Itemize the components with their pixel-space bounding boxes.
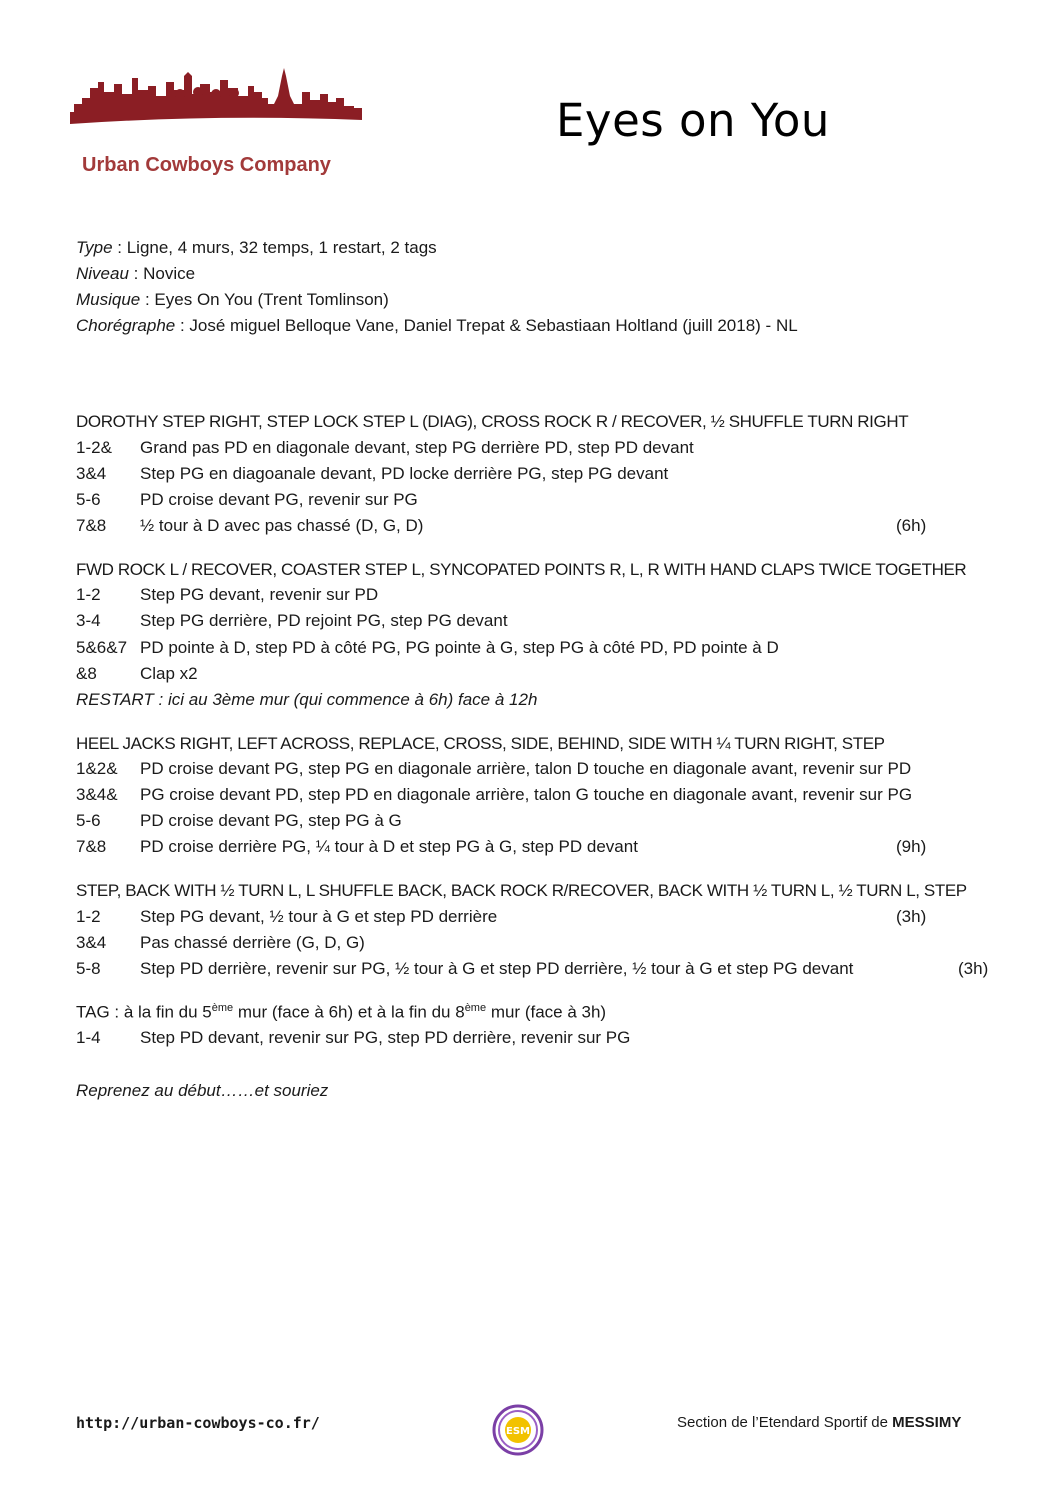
footer-website-link[interactable]: http://urban-cowboys-co.fr/ xyxy=(76,1414,320,1432)
tag-sup-a: ème xyxy=(211,1002,234,1014)
step-row xyxy=(76,933,1006,955)
step-count: 5-8 xyxy=(76,959,101,978)
meta-type xyxy=(76,238,437,258)
step-desc: Step PD devant, revenir sur PG, step PD derrière, revenir sur PG xyxy=(140,1028,631,1047)
step-count: 1-2 xyxy=(76,907,101,926)
esm-logo xyxy=(490,1402,546,1458)
meta-level-value: : Novice xyxy=(128,264,196,283)
step-count: &8 xyxy=(76,664,97,683)
meta-music-label: Musique xyxy=(76,290,141,309)
step-desc: ½ tour à D avec pas chassé (D, G, D) xyxy=(140,516,424,535)
meta-music xyxy=(76,290,389,310)
restart-note: RESTART : ici au 3ème mur (qui commence à 6h) face à 12h xyxy=(76,690,538,709)
step-count: 3-4 xyxy=(76,611,101,630)
tag-text-c: mur (face à 3h) xyxy=(486,1002,607,1022)
step-count: 5&6&7 xyxy=(76,638,128,657)
step-desc: Clap x2 xyxy=(140,664,198,683)
step-desc: Step PG devant, revenir sur PD xyxy=(140,585,379,604)
step-row xyxy=(76,464,1006,486)
step-row xyxy=(76,785,1006,807)
step-count: 3&4 xyxy=(76,933,107,952)
closing-note: Reprenez au début……et souriez xyxy=(76,1081,329,1100)
footer-credit-prefix: Section de l’Etendard Sportif de xyxy=(677,1414,893,1431)
step-row xyxy=(76,638,1006,660)
section-2-title: FWD ROCK L / RECOVER, COASTER STEP L, SYNCOPATED POINTS R, L, R WITH HAND CLAPS TWICE TOGETHER xyxy=(76,560,967,579)
step-count: 1&2& xyxy=(76,759,118,778)
meta-type-label: Type xyxy=(76,238,113,257)
tag-text-b: mur (face à 6h) et à la fin du 8 xyxy=(233,1002,465,1022)
meta-level-label: Niveau xyxy=(76,264,129,283)
step-direction: (3h) xyxy=(958,959,989,978)
urban-cowboys-skyline-logo xyxy=(70,68,362,132)
step-desc: PD croise devant PG, revenir sur PG xyxy=(140,490,418,509)
step-row xyxy=(76,438,1006,460)
step-desc: PD croise derrière PG, ¼ tour à D et step PG à G, step PD devant xyxy=(140,837,638,856)
step-count: 1-2& xyxy=(76,438,112,457)
brand-name: Urban Cowboys Company xyxy=(82,154,331,176)
step-row xyxy=(76,907,1006,929)
step-desc: Step PG devant, ½ tour à G et step PD derrière xyxy=(140,907,498,926)
step-row xyxy=(76,611,1006,633)
step-desc: Step PD derrière, revenir sur PG, ½ tour à G et step PD derrière, ½ tour à G et step PG devant xyxy=(140,959,854,978)
section-4-title: STEP, BACK WITH ½ TURN L, L SHUFFLE BACK, BACK ROCK R/RECOVER, BACK WITH ½ TURN L, ½ TURN L, STEP xyxy=(76,881,967,900)
tag-text-a: : à la fin du 5 xyxy=(109,1002,212,1022)
step-count: 3&4& xyxy=(76,785,118,804)
step-desc: Grand pas PD en diagonale devant, step PG derrière PD, step PD devant xyxy=(140,438,694,457)
step-desc: Step PG derrière, PD rejoint PG, step PG devant xyxy=(140,611,508,630)
step-row xyxy=(76,490,1006,512)
step-direction: (6h) xyxy=(896,516,927,535)
step-row xyxy=(76,959,1006,981)
section-3-title: HEEL JACKS RIGHT, LEFT ACROSS, REPLACE, CROSS, SIDE, BEHIND, SIDE WITH ¼ TURN RIGHT, STEP xyxy=(76,734,885,753)
step-count: 5-6 xyxy=(76,811,101,830)
step-row xyxy=(76,585,1006,607)
step-count: 5-6 xyxy=(76,490,101,509)
step-count: 7&8 xyxy=(76,516,107,535)
meta-choreo-value: : José miguel Belloque Vane, Daniel Trepat & Sebastiaan Holtland (juill 2018) - NL xyxy=(175,316,798,335)
tag-line xyxy=(76,1002,606,1023)
step-count: 7&8 xyxy=(76,837,107,856)
meta-choreographer xyxy=(76,316,798,336)
step-count: 1-4 xyxy=(76,1028,101,1047)
step-desc: PD croise devant PG, step PG à G xyxy=(140,811,402,830)
footer-credit-town: MESSIMY xyxy=(892,1414,962,1431)
step-row xyxy=(76,516,1006,538)
step-direction: (3h) xyxy=(896,907,927,926)
step-row xyxy=(76,664,1006,686)
step-desc: Pas chassé derrière (G, D, G) xyxy=(140,933,365,952)
footer-section-credit xyxy=(677,1414,961,1431)
meta-level xyxy=(76,264,195,284)
step-row xyxy=(76,759,1006,781)
step-count: 3&4 xyxy=(76,464,107,483)
tag-step-row xyxy=(76,1028,1006,1050)
esm-logo-text: ESM xyxy=(506,1426,530,1437)
step-desc: Step PG en diagoanale devant, PD locke derrière PG, step PG devant xyxy=(140,464,669,483)
step-desc: PD croise devant PG, step PG en diagonale arrière, talon D touche en diagonale avant, revenir sur PD xyxy=(140,759,912,778)
step-row xyxy=(76,811,1006,833)
step-desc: PD pointe à D, step PD à côté PG, PG pointe à G, step PG à côté PD, PD pointe à D xyxy=(140,638,779,657)
tag-label: TAG xyxy=(76,1002,110,1022)
step-direction: (9h) xyxy=(896,837,927,856)
meta-choreo-label: Chorégraphe xyxy=(76,316,176,335)
meta-type-value: : Ligne, 4 murs, 32 temps, 1 restart, 2 tags xyxy=(112,238,437,257)
step-row xyxy=(76,837,1006,859)
step-count: 1-2 xyxy=(76,585,101,604)
section-1-title: DOROTHY STEP RIGHT, STEP LOCK STEP L (DIAG), CROSS ROCK R / RECOVER, ½ SHUFFLE TURN RIGHT xyxy=(76,412,909,431)
page-title: Eyes on You xyxy=(556,94,830,147)
step-desc: PG croise devant PD, step PD en diagonale arrière, talon G touche en diagonale avant, revenir sur PG xyxy=(140,785,913,804)
tag-sup-b: ème xyxy=(464,1002,487,1014)
meta-music-value: : Eyes On You (Trent Tomlinson) xyxy=(140,290,389,309)
